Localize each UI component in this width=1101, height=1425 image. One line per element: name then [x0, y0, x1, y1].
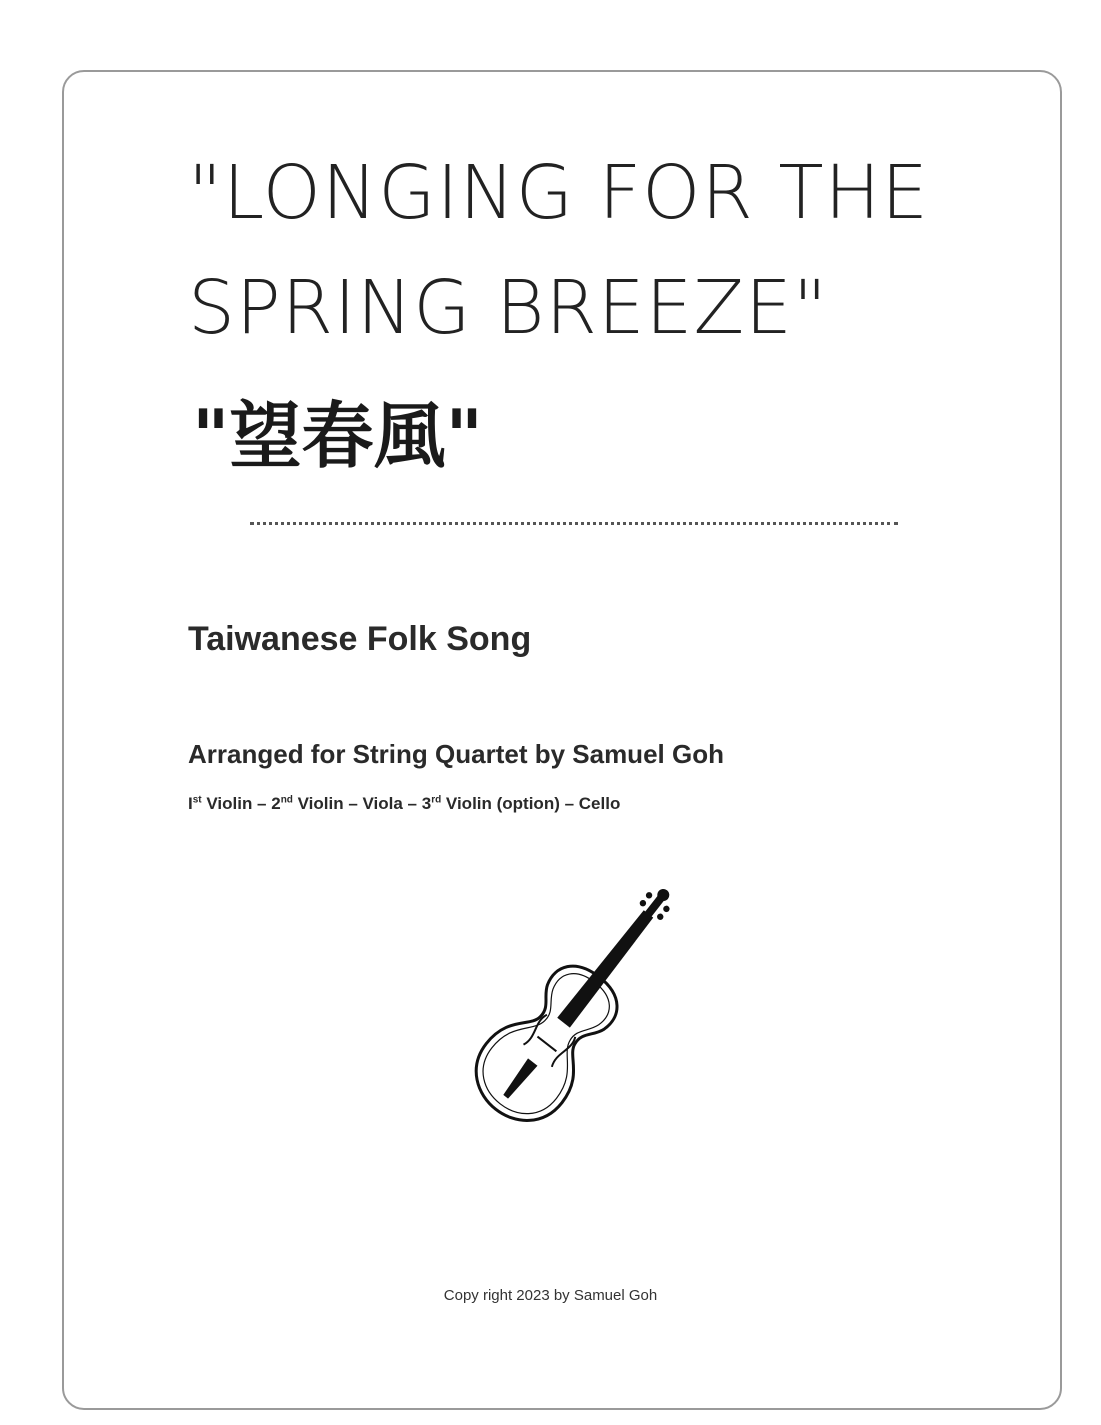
violin2-ordinal: nd — [280, 794, 293, 806]
instrument-list — [188, 794, 620, 814]
violin-icon — [440, 850, 690, 1140]
violin1-ordinal: st — [192, 794, 202, 806]
copyright-notice: Copy right 2023 by Samuel Goh — [443, 1287, 658, 1304]
violin2-number: 2 — [271, 794, 281, 813]
title-line-1: "LONGING FOR THE — [188, 150, 929, 236]
title-chinese: "望春風" — [192, 394, 484, 478]
violin3-label: Violin (option) – Cello — [441, 794, 621, 813]
violin2-label: Violin – Viola – — [292, 794, 422, 813]
arranger-credit: Arranged for String Quartet by Samuel Goh — [188, 739, 724, 769]
title-line-2: SPRING BREEZE" — [188, 265, 828, 351]
subtitle: Taiwanese Folk Song — [188, 620, 532, 658]
violin3-ordinal: rd — [431, 794, 442, 806]
divider — [250, 522, 898, 525]
violin1-number: I — [188, 794, 193, 813]
violin3-number: 3 — [421, 794, 432, 813]
violin1-label: Violin – — [201, 794, 272, 813]
